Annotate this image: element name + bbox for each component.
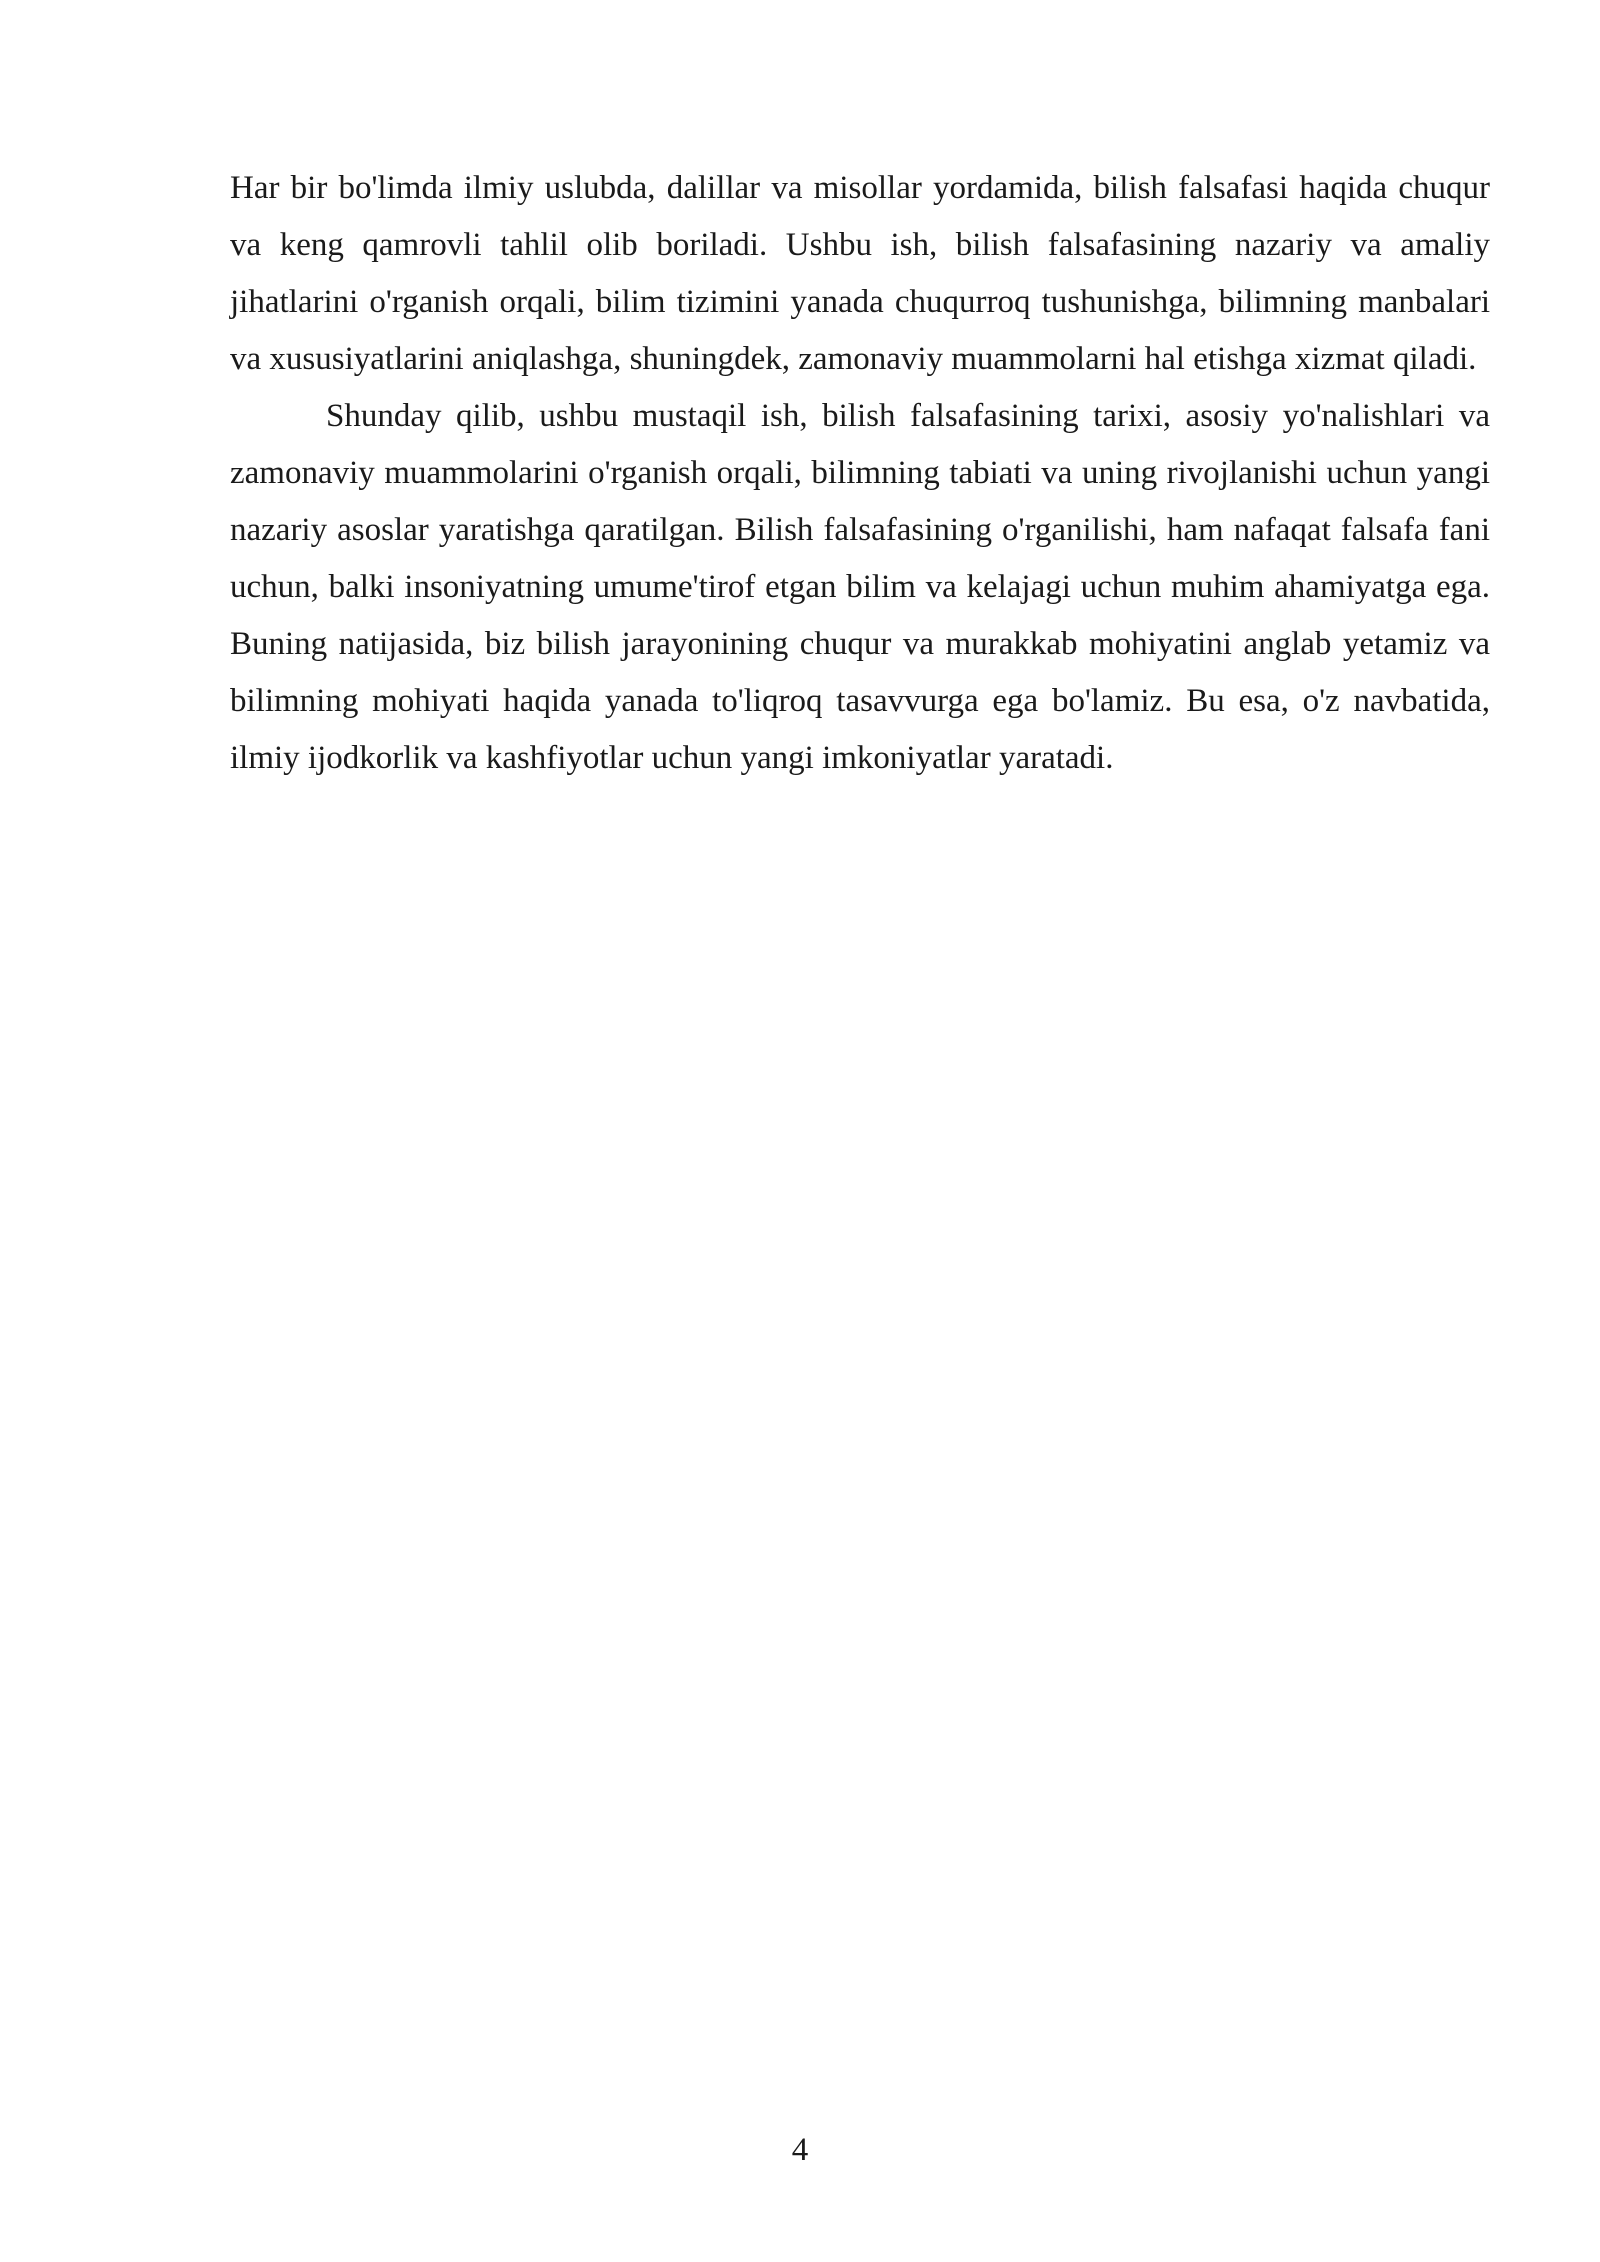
- paragraph-2: Shunday qilib, ushbu mustaqil ish, bilish falsafasining tarixi, asosiy yo'nalishlari va zamonaviy muammolarini o'rganish orqali, bilimning tabiati va uning rivojlanishi uchun yangi nazariy asoslar yaratishga qaratilgan. Bilish falsafasining o'rganilishi, ham nafaqat falsafa fani uchun, balki insoniyatning umume'tirof etgan bilim va kelajagi uchun muhim ahamiyatga ega. Buning natijasida, biz bilish jarayonining chuqur va murakkab mohiyatini anglab yetamiz va bilimning mohiyati haqida yanada to'liqroq tasavvurga ega bo'lamiz. Bu esa, o'z navbatida, ilmiy ijodkorlik va kashfiyotlar uchun yangi imkoniyatlar yaratadi.: [230, 398, 1490, 776]
- body-text: [230, 160, 1490, 787]
- page-number: 4: [791, 2132, 809, 2168]
- paragraph-1: Har bir bo'limda ilmiy uslubda, dalillar va misollar yordamida, bilish falsafasi haqida chuqur va keng qamrovli tahlil olib boriladi. Ushbu ish, bilish falsafasining nazariy va amaliy jihatlarini o'rganish orqali, bilim tizimini yanada chuqurroq tushunishga, bilimning manbalari va xususiyatlarini aniqlashga, shuningdek, zamonaviy muammolarni hal etishga xizmat qiladi.: [230, 170, 1490, 377]
